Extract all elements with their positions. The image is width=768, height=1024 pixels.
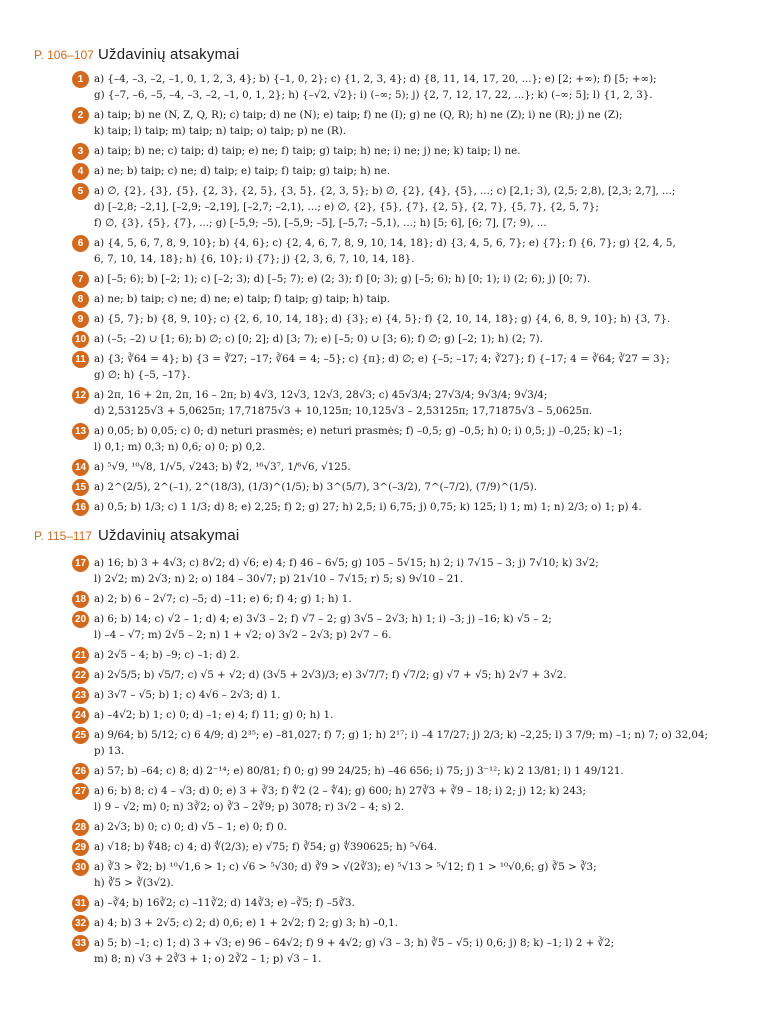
answer-text: l) 9 – √2; m) 0; n) 3∛2; o) ∛3 – 2∛9; p) 3078; r) 3√2 – 4; s) 2. bbox=[94, 801, 405, 813]
problem-number-badge: 14 bbox=[72, 459, 89, 476]
answer-row bbox=[94, 950, 754, 970]
problem-number-badge: 3 bbox=[72, 143, 89, 160]
answer-text: a) [–5; 6); b) [–2; 1); c) [–2; 3); d) [–5; 7); e) (2; 3); f) [0; 3); g) [–5; 6); h) [0; 1); i) (2; 6); j) [0; 7). bbox=[94, 273, 591, 285]
answer-text: a) 2√3; b) 0; c) 0; d) √5 – 1; e) 0; f) 0. bbox=[94, 821, 287, 833]
problem-number-badge: 12 bbox=[72, 387, 89, 404]
answer-row bbox=[94, 250, 754, 270]
answer-row bbox=[94, 874, 754, 894]
problem-number-badge: 16 bbox=[72, 499, 89, 516]
section-2-answers bbox=[74, 554, 754, 970]
problem-number-badge: 18 bbox=[72, 591, 89, 608]
answer-text: a) 16; b) 3 + 4√3; c) 8√2; d) √6; e) 4; f) 46 – 6√5; g) 105 – 5√15; h) 2; i) 7√15 – 3; j) 7√10; k) 3√2; bbox=[94, 557, 599, 569]
problem-number-badge: 24 bbox=[72, 707, 89, 724]
answer-text: a) –4√2; b) 1; c) 0; d) –1; e) 4; f) 11; g) 0; h) 1. bbox=[94, 709, 334, 721]
answer-text: a) 2√5/5; b) √5/7; c) √5 + √2; d) (3√5 + 2√3)/3; e) 3√7/7; f) √7/2; g) √7 + √5; h) 2√7 + 3√2. bbox=[94, 669, 567, 681]
problem-number-badge: 17 bbox=[72, 555, 89, 572]
answer-row bbox=[74, 478, 754, 498]
answer-row bbox=[77, 310, 754, 330]
answer-text: a) ∛3 > ∛2; b) ¹⁰√1,6 > 1; c) √6 > ⁵√30; d) ∛9 > √(2∛3); e) ⁵√13 > ⁵√12; f) 1 > ¹⁰√0,6; g) ∛5 > ∛3; bbox=[94, 861, 597, 873]
answer-text: a) 6; b) 14; c) √2 – 1; d) 4; e) 3√3 – 2; f) √7 – 2; g) 3√5 – 2√3; h) 1; i) –3; j) –16; k) √5 – 2; bbox=[94, 613, 552, 625]
problem-number-badge: 7 bbox=[72, 271, 89, 288]
answer-text: a) (–5; –2) ∪ [1; 6); b) ∅; c) [0; 2]; d) [3; 7); e) [–5; 0) ∪ [3; 6); f) ∅; g) [–2; 1); h) (2; 7). bbox=[94, 333, 543, 345]
answer-text: a) 2π, 16 + 2π, 2π, 16 – 2π; b) 4√3, 12√3, 12√3, 28√3; c) 45√3/4; 27√3/4; 9√3/4; 9√3/4; bbox=[94, 389, 548, 401]
answer-text: d) 2,53125√3 + 5,0625π; 17,71875√3 + 10,125π; 10,125√3 – 2,53125π; 17,71875√3 – 5,0625π. bbox=[94, 405, 593, 417]
answer-text: a) 4; b) 3 + 2√5; c) 2; d) 0,6; e) 1 + 2√2; f) 2; g) 3; h) –0,1. bbox=[94, 917, 398, 929]
answer-row bbox=[94, 798, 754, 818]
section-1-pages: P. 106–107 bbox=[34, 48, 94, 62]
answer-row bbox=[94, 122, 754, 142]
answer-text: a) –∛4; b) 16∛2; c) –11∛2; d) 14∛3; e) –∛5; f) –5∛3. bbox=[94, 897, 355, 909]
answer-row bbox=[74, 666, 754, 686]
answer-row bbox=[94, 402, 754, 422]
answer-row bbox=[74, 498, 754, 518]
section-1-header bbox=[34, 46, 239, 63]
problem-number-badge: 15 bbox=[72, 479, 89, 496]
answer-text: a) 0,05; b) 0,05; c) 0; d) neturi prasmės; e) neturi prasmės; f) –0,5; g) –0,5; h) 0; i) 0,5; j) –0,25; k) –1; bbox=[94, 425, 623, 437]
section-2-title: Uždavinių atsakymai bbox=[98, 527, 240, 544]
answer-text: a) {4, 5, 6, 7, 8, 9, 10}; b) {4, 6}; c) {2, 4, 6, 7, 8, 9, 10, 14, 18}; d) {3, 4, 5, 6, 7}; e) {7}; f) {6, 7}; g) {2, 4, 5, bbox=[94, 237, 676, 249]
answer-text: 6, 7, 10, 14, 18}; h) {6, 10}; i) {7}; j) {2, 3, 6, 7, 10, 14, 18}. bbox=[94, 253, 415, 265]
problem-number-badge: 2 bbox=[72, 107, 89, 124]
answer-row bbox=[94, 570, 754, 590]
answer-text: a) {5, 7}; b) {8, 9, 10}; c) {2, 6, 10, 14, 18}; d) {3}; e) {4, 5}; f) {2, 10, 14, 18}; g) {4, 6, 8, 9, 10}; h) {3, 7}. bbox=[94, 313, 671, 325]
section-1-title: Uždavinių atsakymai bbox=[98, 46, 240, 63]
answer-row bbox=[74, 458, 754, 478]
problem-number-badge: 1 bbox=[72, 71, 89, 88]
problem-number-badge: 22 bbox=[72, 667, 89, 684]
answer-row bbox=[94, 366, 754, 386]
problem-number-badge: 31 bbox=[72, 895, 89, 912]
answer-row bbox=[74, 838, 754, 858]
answer-text: a) 0,5; b) 1/3; c) 1 1/3; d) 8; e) 2,25; f) 2; g) 27; h) 2,5; i) 6,75; j) 0,75; k) 125; l) 1; m) 1; n) 2/3; o) 1; p) 4. bbox=[94, 501, 642, 513]
answer-row bbox=[94, 742, 754, 762]
answer-text: g) {–7, –6, –5, –4, –3, –2, –1, 0, 1, 2}; h) {–√2, √2}; i) (–∞; 5); j) {2, 7, 12, 17, 22, ...}; k) (–∞; 5]; l) {1, 2, 3}. bbox=[94, 89, 653, 101]
answer-text: a) 2; b) 6 – 2√7; c) –5; d) –11; e) 6; f) 4; g) 1; h) 1. bbox=[94, 593, 352, 605]
problem-number-badge: 33 bbox=[72, 935, 89, 952]
problem-number-badge: 27 bbox=[72, 783, 89, 800]
answer-row bbox=[77, 290, 754, 310]
answer-row bbox=[74, 914, 754, 934]
answer-text: k) taip; l) taip; m) taip; n) taip; o) taip; p) ne (R). bbox=[94, 125, 347, 137]
answer-row bbox=[74, 818, 754, 838]
answer-text: a) ⁵√9, ¹⁰√8, 1/√5, √243; b) ∜2, ¹⁶√3⁷, 1/⁶√6, √125. bbox=[94, 461, 351, 473]
answer-row bbox=[94, 626, 754, 646]
answer-row bbox=[74, 590, 754, 610]
problem-number-badge: 23 bbox=[72, 687, 89, 704]
problem-number-badge: 11 bbox=[72, 351, 89, 368]
answer-text: l) –4 – √7; m) 2√5 – 2; n) 1 + √2; o) 3√2 – 2√3; p) 2√7 – 6. bbox=[94, 629, 392, 641]
problem-number-badge: 6 bbox=[72, 235, 89, 252]
answer-row bbox=[74, 706, 754, 726]
answer-text: a) 2^(2/5), 2^(–1), 2^(18/3), (1/3)^(1/5); b) 3^(5/7), 3^(–3/2), 7^(–7/2), (7/9)^(1/5). bbox=[94, 481, 537, 493]
answer-text: a) taip; b) ne; c) taip; d) taip; e) ne; f) taip; g) taip; h) ne; i) ne; j) ne; k) taip; l) ne. bbox=[94, 145, 521, 157]
problem-number-badge: 21 bbox=[72, 647, 89, 664]
answer-text: a) 57; b) –64; c) 8; d) 2⁻¹⁴; e) 80/81; f) 0; g) 99 24/25; h) –46 656; i) 75; j) 3⁻¹²; k) 2 13/81; l) 1 49/121. bbox=[94, 765, 624, 777]
answer-row bbox=[94, 438, 754, 458]
problem-number-badge: 13 bbox=[72, 423, 89, 440]
problem-number-badge: 5 bbox=[72, 183, 89, 200]
answer-text: a) 3√7 – √5; b) 1; c) 4√6 – 2√3; d) 1. bbox=[94, 689, 281, 701]
answer-row bbox=[77, 162, 754, 182]
answer-text: a) ∅, {2}, {3}, {5}, {2, 3}, {2, 5}, {3, 5}, {2, 3, 5}; b) ∅, {2}, {4}, {5}, ...; c) [2,1; 3), (2,5; 2,8), [2,3; 2,7], ...; bbox=[94, 185, 676, 197]
problem-number-badge: 25 bbox=[72, 727, 89, 744]
answer-text: a) {3; ∛64 = 4}; b) {3 = ∛27; –17; ∛64 = 4; –5}; c) {π}; d) ∅; e) {–5; –17; 4; ∛27}; f) {–17; 4 = ∛64; ∛27 = 3}; bbox=[94, 353, 670, 365]
answer-text: a) 5; b) –1; c) 1; d) 3 + √3; e) 96 – 64√2; f) 9 + 4√2; g) √3 – 3; h) ∛5 – √5; i) 0,6; j) 8; k) –1; l) 2 + ∛2; bbox=[94, 937, 615, 949]
answer-row bbox=[77, 142, 754, 162]
problem-number-badge: 10 bbox=[72, 331, 89, 348]
answer-row bbox=[74, 762, 754, 782]
answer-text: m) 8; n) √3 + 2∛3 + 1; o) 2∛2 – 1; p) √3 – 1. bbox=[94, 953, 322, 965]
problem-number-badge: 8 bbox=[72, 291, 89, 308]
answer-text: a) {–4, –3, –2, –1, 0, 1, 2, 3, 4}; b) {–1, 0, 2}; c) {1, 2, 3, 4}; d) {8, 11, 14, 17, 20, ...}; e) [2; +∞); f) [5; +∞); bbox=[94, 73, 657, 85]
answer-text: p) 13. bbox=[94, 745, 125, 757]
section-2-pages: P. 115–117 bbox=[34, 529, 93, 543]
answer-row bbox=[94, 214, 754, 234]
answer-text: a) taip; b) ne (N, Z, Q, R); c) taip; d) ne (N); e) taip; f) ne (I); g) ne (Q, R); h) ne (Z); i) ne (R); j) ne (Z); bbox=[94, 109, 623, 121]
answer-text: a) ne; b) taip; c) ne; d) taip; e) taip; f) taip; g) taip; h) ne. bbox=[94, 165, 390, 177]
problem-number-badge: 30 bbox=[72, 859, 89, 876]
answer-text: h) ∛5 > ∛(3√2). bbox=[94, 877, 174, 889]
answer-row bbox=[94, 86, 754, 106]
answer-text: a) 6; b) 8; c) 4 – √3; d) 0; e) 3 + ∛3; f) ∜2 (2 – ∜4); g) 600; h) 27∛3 + ∛9 – 18; i) 2; j) 12; k) 243; bbox=[94, 785, 586, 797]
answer-text: f) ∅, {3}, {5}, {7}, ...; g) [–5,9; –5), [–5,9; –5], [–5,7; –5,1), ...; h) [5; 6], [6; 7], [7; 9), ... bbox=[94, 217, 547, 229]
section-1-answers bbox=[74, 70, 754, 518]
answer-row bbox=[74, 330, 754, 350]
answer-text: d) [–2,8; –2,1], [–2,9; –2,19], [–2,7; –2,1), ...; e) ∅, {2}, {5}, {7}, {2, 5}, {2, 7}, {5, 7}, {2, 5, 7}; bbox=[94, 201, 599, 213]
answer-row bbox=[77, 270, 754, 290]
answer-row bbox=[74, 894, 754, 914]
answer-text: a) √18; b) ∜48; c) 4; d) ∜(2/3); e) √75; f) ∛54; g) ∜390625; h) ⁵√64. bbox=[94, 841, 438, 853]
problem-number-badge: 9 bbox=[72, 311, 89, 328]
answer-text: l) 2√2; m) 2√3; n) 2; o) 184 – 30√7; p) 21√10 – 7√15; r) 5; s) 9√10 – 21. bbox=[94, 573, 464, 585]
problem-number-badge: 20 bbox=[72, 611, 89, 628]
problem-number-badge: 28 bbox=[72, 819, 89, 836]
problem-number-badge: 26 bbox=[72, 763, 89, 780]
problem-number-badge: 32 bbox=[72, 915, 89, 932]
answer-row bbox=[74, 686, 754, 706]
answer-row bbox=[74, 646, 754, 666]
problem-number-badge: 4 bbox=[72, 163, 89, 180]
answer-text: a) 2√5 – 4; b) –9; c) –1; d) 2. bbox=[94, 649, 240, 661]
answer-text: a) ne; b) taip; c) ne; d) ne; e) taip; f) taip; g) taip; h) taip. bbox=[94, 293, 390, 305]
answer-text: a) 9/64; b) 5/12; c) 6 4/9; d) 2³⁵; e) –81,027; f) 7; g) 1; h) 2¹⁷; i) –4 17/27; j) 2/3; k) –2,25; l) 3 7/9; m) –1; n) 7; o) 32,04; bbox=[94, 729, 708, 741]
answer-text: g) ∅; h) {–5, –17}. bbox=[94, 369, 191, 381]
section-2-header bbox=[34, 527, 239, 544]
problem-number-badge: 29 bbox=[72, 839, 89, 856]
answer-text: l) 0,1; m) 0,3; n) 0,6; o) 0; p) 0,2. bbox=[94, 441, 266, 453]
